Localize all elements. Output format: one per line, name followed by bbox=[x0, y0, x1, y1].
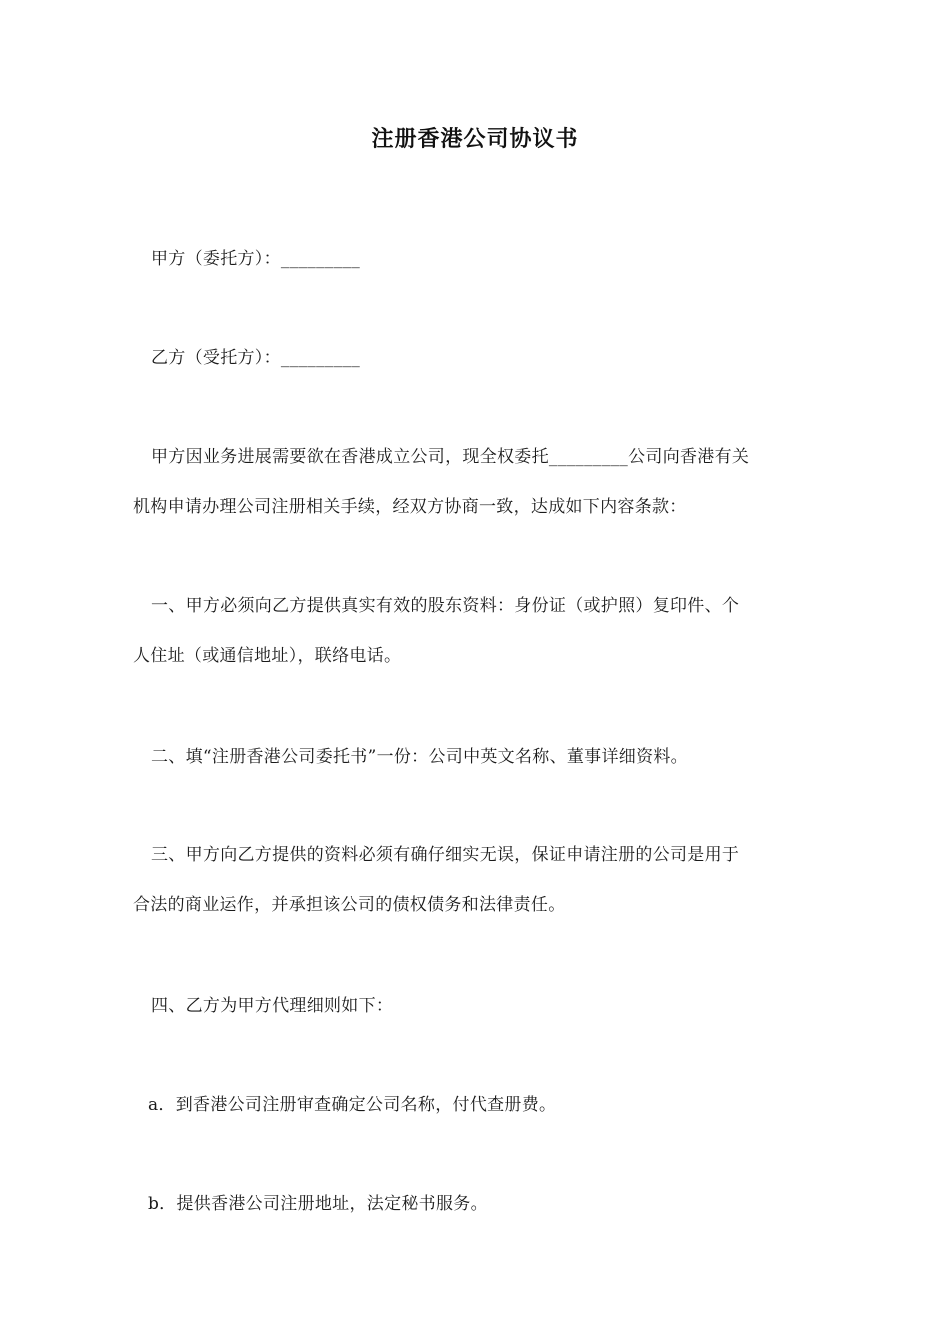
item-a-line: a．到香港公司注册审查确定公司名称，付代查册费。 bbox=[148, 1095, 557, 1115]
intro-line-2: 机构申请办理公司注册相关手续，经双方协商一致，达成如下内容条款： bbox=[133, 497, 687, 517]
clause-1-line-2: 人住址（或通信地址），联络电话。 bbox=[133, 646, 402, 666]
clause-3-line-1: 三、甲方向乙方提供的资料必须有确仔细实无误，保证申请注册的公司是用于 bbox=[151, 845, 740, 865]
clause-3-paragraph bbox=[133, 830, 823, 930]
intro-line-1: 甲方因业务进展需要欲在香港成立公司，现全权委托_________公司向香港有关 bbox=[151, 447, 750, 467]
intro-paragraph bbox=[133, 432, 823, 532]
clause-3-line-2: 合法的商业运作，并承担该公司的债权债务和法律责任。 bbox=[133, 895, 566, 915]
clause-1-paragraph bbox=[133, 581, 823, 681]
item-b-line: b．提供香港公司注册地址，法定秘书服务。 bbox=[148, 1194, 488, 1214]
party-b-line: 乙方（受托方）：_________ bbox=[151, 348, 361, 368]
document-title: 注册香港公司协议书 bbox=[371, 127, 579, 152]
clause-1-line-1: 一、甲方必须向乙方提供真实有效的股东资料：身份证（或护照）复印件、个 bbox=[151, 596, 740, 616]
clause-4-line: 四、乙方为甲方代理细则如下： bbox=[151, 996, 394, 1016]
party-a-line: 甲方（委托方）：_________ bbox=[151, 249, 361, 269]
clause-2-line: 二、填“注册香港公司委托书”一份：公司中英文名称、董事详细资料。 bbox=[151, 747, 688, 767]
